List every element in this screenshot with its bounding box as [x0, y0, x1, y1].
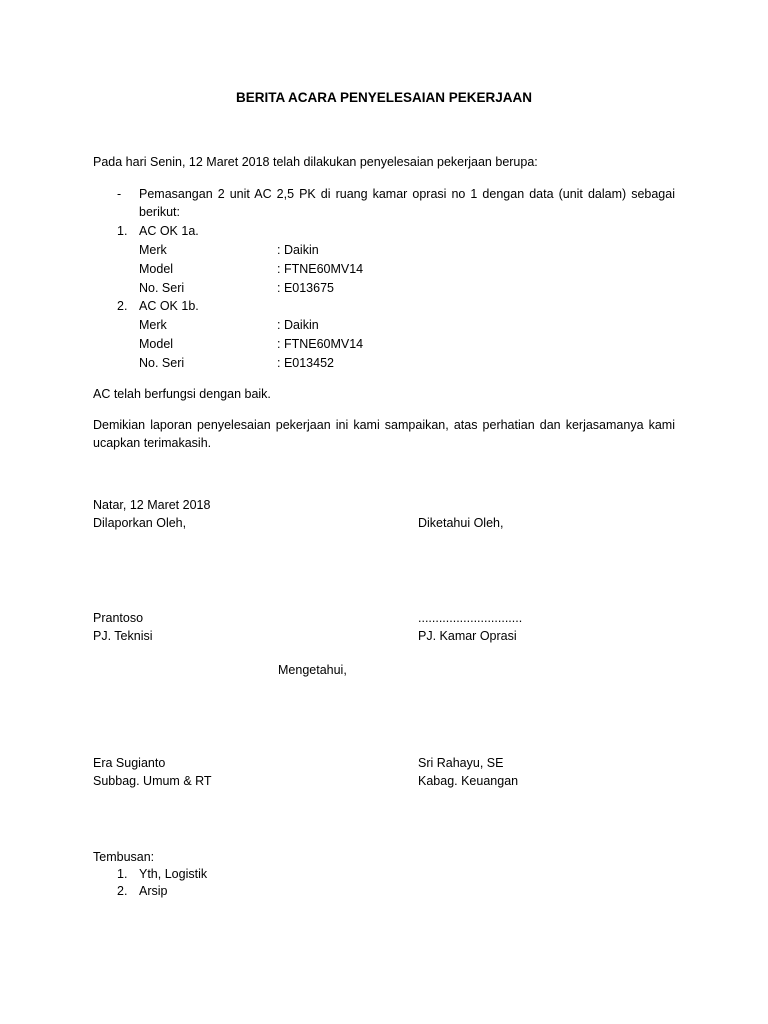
field-label-serial: No. Seri [139, 356, 185, 370]
approver-right-name: Sri Rahayu, SE [418, 756, 504, 770]
document-title: BERITA ACARA PENYELESAIAN PEKERJAAN [235, 90, 533, 105]
field-label-serial: No. Seri [139, 281, 185, 295]
work-item-bullet: - [117, 187, 122, 201]
field-value-serial: : E013452 [277, 356, 334, 370]
field-label-model: Model [139, 337, 174, 351]
unit-number: 2. [117, 299, 128, 313]
field-label-model: Model [139, 262, 174, 276]
acknowledger-name: .............................. [418, 611, 523, 625]
reporter-position: PJ. Teknisi [93, 629, 153, 643]
acknowledger-position: PJ. Kamar Oprasi [418, 629, 517, 643]
unit-number: 1. [117, 224, 128, 238]
acknowledged-by-heading: Diketahui Oleh, [418, 516, 504, 530]
field-label-merk: Merk [139, 243, 167, 257]
approver-left-position: Subbag. Umum & RT [93, 774, 212, 788]
field-value-model: : FTNE60MV14 [277, 262, 364, 276]
cc-item-text: Arsip [139, 884, 168, 898]
cc-item-text: Yth, Logistik [139, 867, 208, 881]
field-value-serial: : E013675 [277, 281, 334, 295]
cc-heading: Tembusan: [93, 850, 155, 864]
field-value-merk: : Daikin [277, 318, 319, 332]
field-value-model: : FTNE60MV14 [277, 337, 364, 351]
intro-text: Pada hari Senin, 12 Maret 2018 telah dilakukan penyelesaian pekerjaan berupa: [93, 155, 538, 169]
approved-heading: Mengetahui, [278, 663, 347, 677]
place-date: Natar, 12 Maret 2018 [93, 498, 211, 512]
cc-item-number: 1. [117, 867, 128, 881]
status-text: AC telah berfungsi dengan baik. [93, 387, 271, 401]
unit-name: AC OK 1a. [139, 224, 199, 238]
reporter-name: Prantoso [93, 611, 144, 625]
approver-left-name: Era Sugianto [93, 756, 166, 770]
field-label-merk: Merk [139, 318, 167, 332]
work-item-text: Pemasangan 2 unit AC 2,5 PK di ruang kamar oprasi no 1 dengan data (unit dalam) sebagai berikut: [139, 187, 675, 219]
unit-name: AC OK 1b. [139, 299, 199, 313]
field-value-merk: : Daikin [277, 243, 319, 257]
cc-item-number: 2. [117, 884, 128, 898]
reported-by-heading: Dilaporkan Oleh, [93, 516, 187, 530]
closing-text: Demikian laporan penyelesaian pekerjaan ini kami sampaikan, atas perhatian dan kerjasamanya kami ucapkan terimakasih. [93, 418, 675, 450]
approver-right-position: Kabag. Keuangan [418, 774, 519, 788]
